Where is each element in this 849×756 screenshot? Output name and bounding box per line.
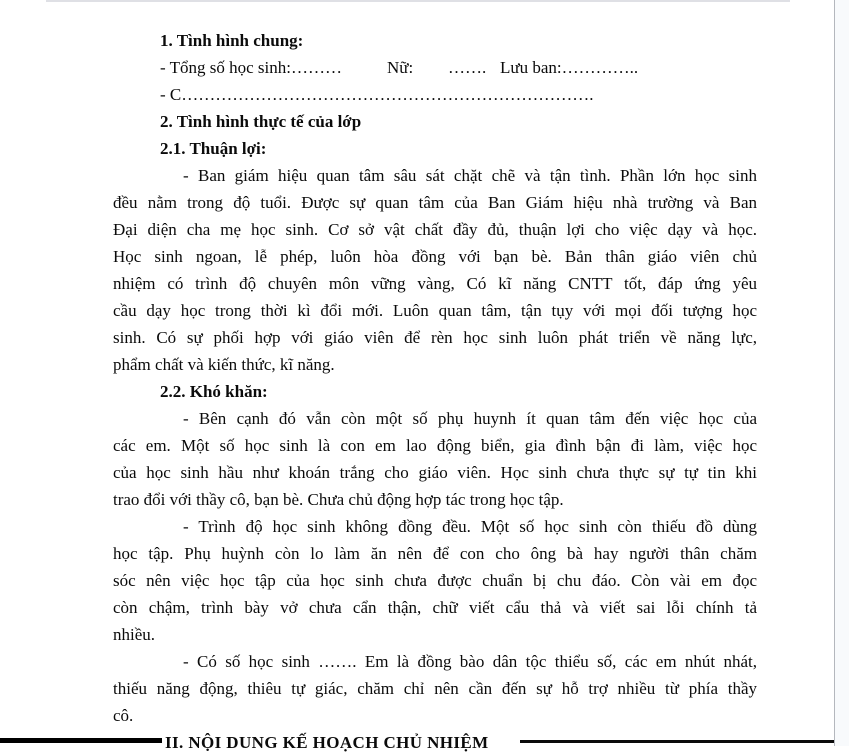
advantages-line: sinh. Có sự phối hợp với giáo viên để rèn học sinh luôn phát triển về năng lực, — [113, 328, 757, 347]
heading-class-reality: 2. Tình hình thực tế của lớp — [160, 112, 362, 131]
advantages-line: nhiệm có trình độ chuyên môn vững vàng, Có kĩ năng CNTT tốt, đáp ứng yêu — [113, 274, 757, 293]
table-border-line — [46, 0, 790, 2]
repeat-students-field: Lưu ban:………….. — [500, 58, 639, 77]
advantages-line: - Ban giám hiệu quan tâm sâu sát chặt chẽ và tận tình. Phần lớn học sinh — [183, 166, 757, 185]
heading-plan-content: II. NỘI DUNG KẾ HOẠCH CHỦ NHIỆM — [165, 733, 489, 752]
advantages-line: Đại diện cha mẹ học sinh. Cơ sở vật chất đầy đủ, thuận lợi cho việc dạy và học. — [113, 220, 757, 239]
heading-advantages: 2.1. Thuận lợi: — [160, 139, 267, 158]
footer-rule-left — [0, 738, 162, 743]
difficulties-line: của học sinh hầu như khoán trắng cho giáo viên. Học sinh chưa thực sự tự tin khi — [113, 463, 757, 482]
difficulties-line: nhiều. — [113, 625, 156, 644]
difficulties-line: - Trình độ học sinh không đồng đều. Một số học sinh còn thiếu đồ dùng — [183, 517, 757, 536]
difficulties-line: thiếu năng động, thiêu tự giác, chăm chỉ nên cần đến sự hỗ trợ nhiều từ phía thầy — [113, 679, 757, 698]
difficulties-line: trao đổi với thầy cô, bạn bè. Chưa chủ động hợp tác trong học tập. — [113, 490, 564, 509]
advantages-line: cầu dạy học trong thời kì đổi mới. Luôn quan tâm, tận tụy với mọi đối tượng học — [113, 301, 757, 320]
advantages-line: phẩm chất và kiến thức, kĩ năng. — [113, 355, 335, 374]
female-students-dots: ……. — [448, 58, 487, 77]
advantages-line: đều nằm trong độ tuổi. Được sự quan tâm của Ban Giám hiệu nhà trường và Ban — [113, 193, 757, 212]
difficulties-line: - Bên cạnh đó vẫn còn một số phụ huynh ít quan tâm đến việc học của — [183, 409, 757, 428]
difficulties-line: còn chậm, trình bày vở chưa cẩn thận, chữ viết cẩu thả và viết sai lỗi chính tả — [113, 598, 757, 617]
page-edge-strip — [834, 0, 849, 746]
difficulties-line: học tập. Phụ huỳnh còn lo làm ăn nên để con cho ông bà hay người thân chăm — [113, 544, 757, 563]
difficulties-line: các em. Một số học sinh là con em lao động biển, gia đình bận đi làm, việc học — [113, 436, 757, 455]
heading-general-situation: 1. Tình hình chung: — [160, 31, 304, 50]
document-content — [113, 27, 757, 756]
difficulties-line: cô. — [113, 706, 134, 725]
advantages-line: Học sinh ngoan, lễ phép, luôn hòa đồng với bạn bè. Bản thân giáo viên chủ — [113, 247, 757, 266]
c-dotted-line: - C………………………………………………………………. — [160, 85, 594, 104]
heading-difficulties: 2.2. Khó khăn: — [160, 382, 268, 401]
total-students-field: - Tổng số học sinh:……… — [160, 58, 342, 77]
footer-rule-right — [520, 740, 834, 743]
students-statistics-line — [113, 54, 757, 81]
difficulties-line: sóc nên việc học tập của học sinh chưa được chuẩn bị chu đáo. Còn vài em đọc — [113, 571, 757, 590]
difficulties-line: - Có số học sinh ……. Em là đồng bào dân tộc thiểu số, các em nhút nhát, — [183, 652, 757, 671]
female-students-label: Nữ: — [387, 58, 414, 77]
